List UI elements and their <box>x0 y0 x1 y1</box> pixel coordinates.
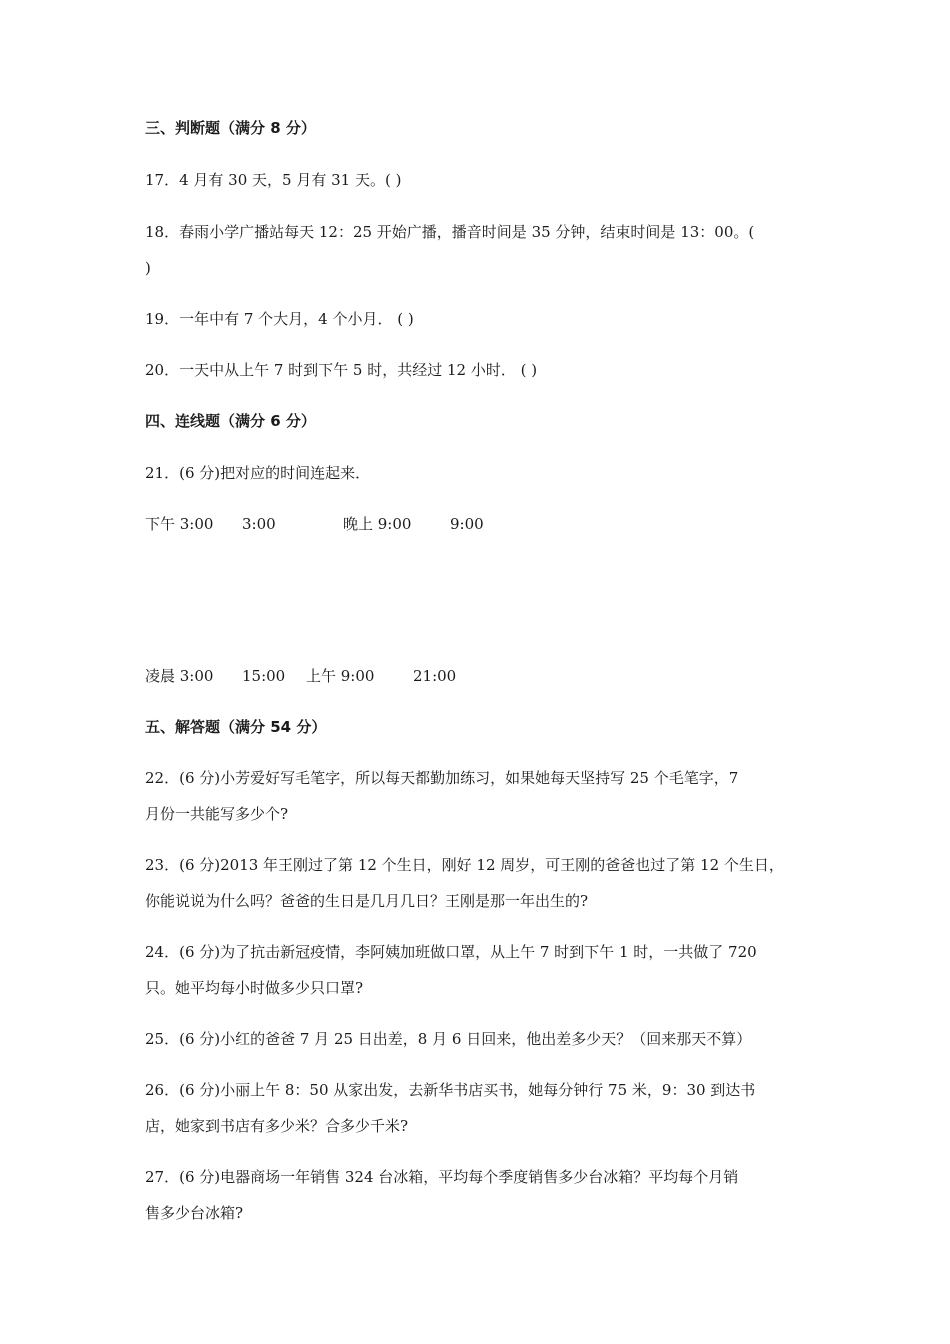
question-18-line-1: 18．春雨小学广播站每天 12：25 开始广播，播音时间是 35 分钟，结束时间是 13：00。( <box>145 223 755 241</box>
question-22-line-2: 月份一共能写多少个? <box>145 805 289 823</box>
match-top-item: 下午 3:00 <box>145 515 214 533</box>
section-3-heading: 三、判断题（满分 8 分） <box>145 119 316 137</box>
question-20: 20．一天中从上午 7 时到下午 5 时，共经过 12 小时． ( ) <box>145 361 538 379</box>
section-4-heading: 四、连线题（满分 6 分） <box>145 412 316 430</box>
question-21: 21．(6 分)把对应的时间连起来． <box>145 464 371 482</box>
question-23-line-2: 你能说说为什么吗？爸爸的生日是几月几日？王刚是那一年出生的? <box>145 892 589 910</box>
match-bottom-item: 21:00 <box>413 667 457 685</box>
question-26-line-2: 店，她家到书店有多少米？合多少千米? <box>145 1117 409 1135</box>
question-22-line-1: 22．(6 分)小芳爱好写毛笔字，所以每天都勤加练习，如果她每天坚持写 25 个毛笔字，7 <box>145 769 739 787</box>
match-top-item: 晚上 9:00 <box>343 515 412 533</box>
match-bottom-item: 上午 9:00 <box>306 667 375 685</box>
question-17: 17．4 月有 30 天，5 月有 31 天。( ) <box>145 171 402 189</box>
question-23-line-1: 23．(6 分)2013 年王刚过了第 12 个生日，刚好 12 周岁，可王刚的爸爸也过了第 12 个生日， <box>145 856 784 874</box>
match-top-item: 9:00 <box>450 515 484 533</box>
match-bottom-item: 凌晨 3:00 <box>145 667 214 685</box>
question-27-line-1: 27．(6 分)电器商场一年销售 324 台冰箱，平均每个季度销售多少台冰箱？平均每个月销 <box>145 1168 739 1186</box>
match-bottom-item: 15:00 <box>242 667 286 685</box>
question-25: 25．(6 分)小红的爸爸 7 月 25 日出差，8 月 6 日回来，他出差多少天？（回来那天不算） <box>145 1030 752 1048</box>
question-24-line-1: 24．(6 分)为了抗击新冠疫情，李阿姨加班做口罩，从上午 7 时到下午 1 时，一共做了 720 <box>145 943 757 961</box>
question-19: 19．一年中有 7 个大月，4 个小月． ( ) <box>145 310 414 328</box>
section-5-heading: 五、解答题（满分 54 分） <box>145 718 327 736</box>
question-27-line-2: 售多少台冰箱? <box>145 1204 244 1222</box>
question-26-line-1: 26．(6 分)小丽上午 8：50 从家出发，去新华书店买书，她每分钟行 75 米，9：30 到达书 <box>145 1081 756 1099</box>
match-top-item: 3:00 <box>242 515 276 533</box>
question-18-line-2: ) <box>145 259 151 277</box>
question-24-line-2: 只。她平均每小时做多少只口罩? <box>145 979 364 997</box>
